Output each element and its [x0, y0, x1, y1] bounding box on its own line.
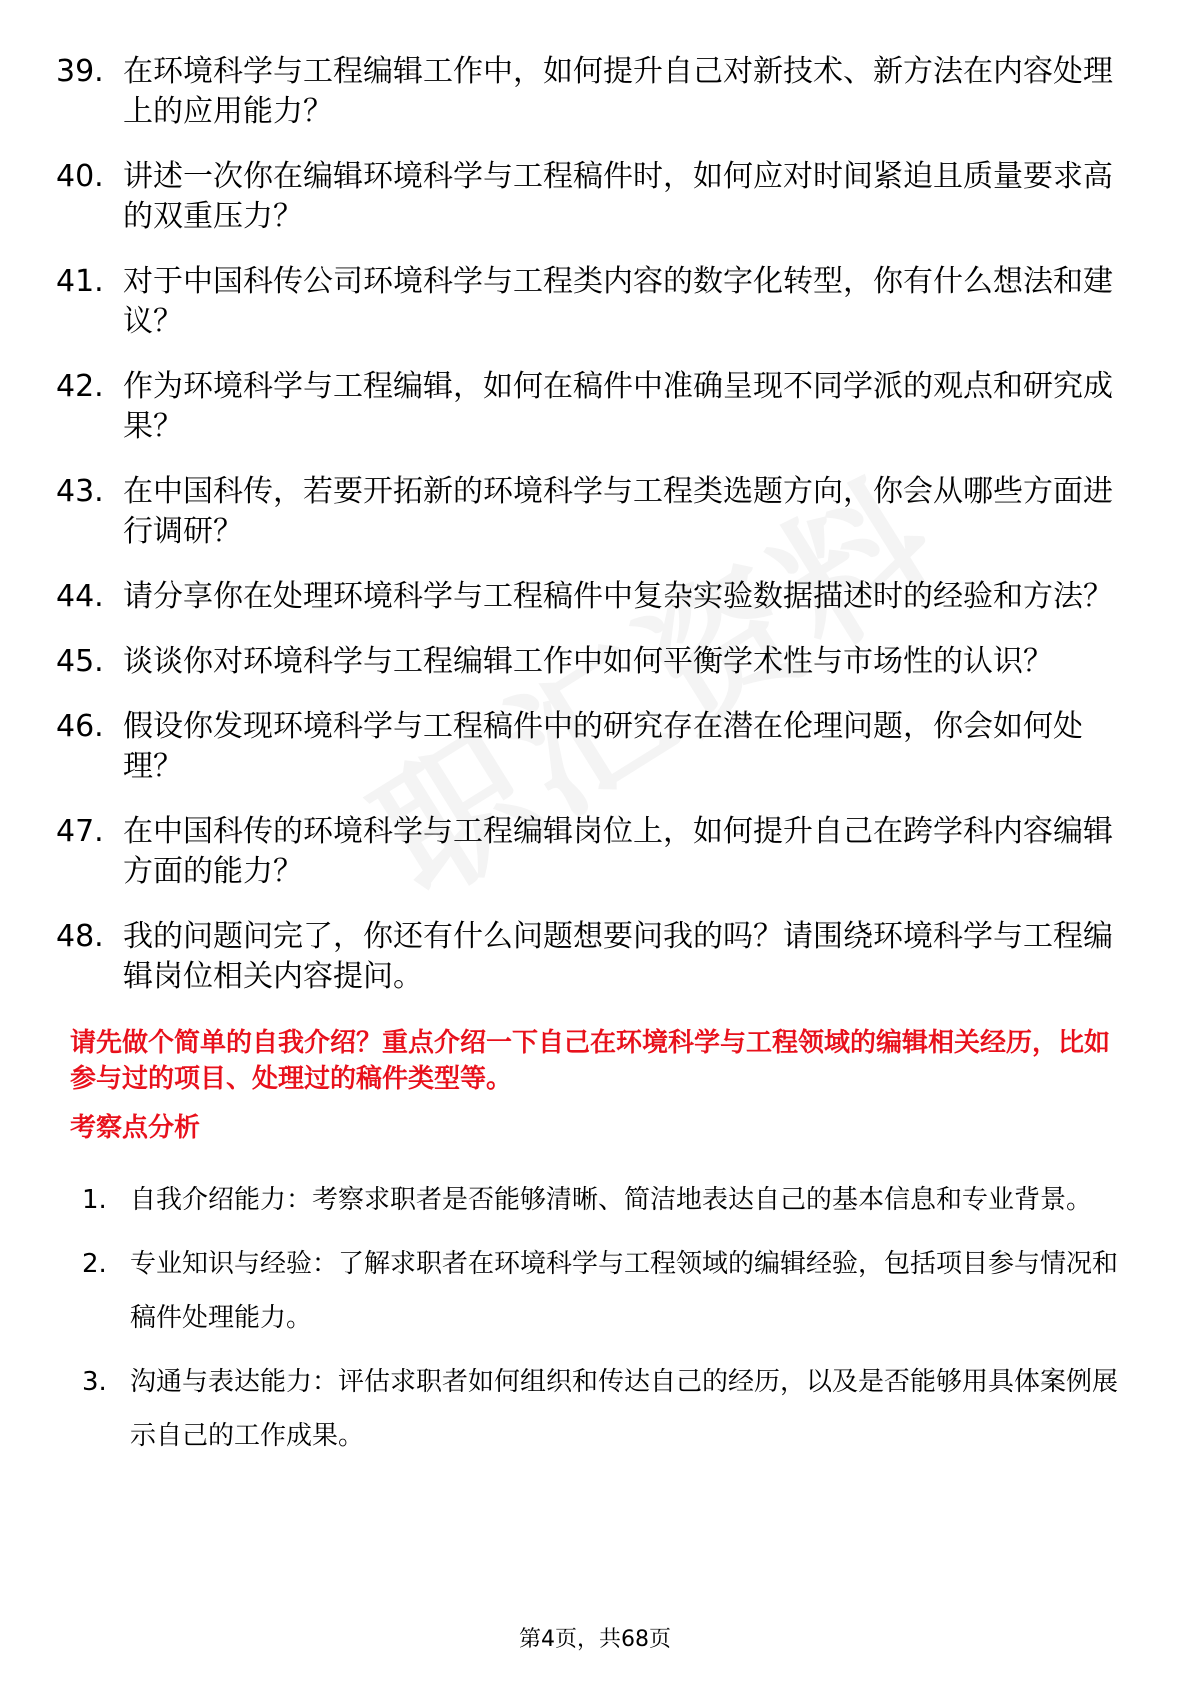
question-number: 47. [56, 814, 104, 849]
analysis-item [70, 1173, 1130, 1227]
highlighted-question: 请先做个简单的自我介绍？重点介绍一下自己在环境科学与工程领域的编辑相关经历，比如参与过的项目、处理过的稿件类型等。 [70, 1028, 1111, 1094]
question-text: 谈谈你对环境科学与工程编辑工作中如何平衡学术性与市场性的认识？ [123, 644, 1053, 679]
question-item [56, 812, 1136, 892]
question-text: 请分享你在处理环境科学与工程稿件中复杂实验数据描述时的经验和方法？ [123, 579, 1113, 614]
question-item [56, 367, 1136, 447]
analysis-list [70, 1173, 1130, 1473]
question-number: 43. [56, 474, 104, 509]
question-number: 48. [56, 919, 104, 954]
question-text: 在中国科传，若要开拓新的环境科学与工程类选题方向，你会从哪些方面进行调研？ [123, 474, 1113, 549]
question-number: 45. [56, 644, 104, 679]
question-text: 作为环境科学与工程编辑，如何在稿件中准确呈现不同学派的观点和研究成果？ [123, 369, 1113, 444]
page-footer: 第4页，共68页 [519, 1627, 671, 1652]
question-text: 我的问题问完了，你还有什么问题想要问我的吗？请围绕环境科学与工程编辑岗位相关内容提问。 [123, 919, 1113, 994]
analysis-text: 专业知识与经验：了解求职者在环境科学与工程领域的编辑经验，包括项目参与情况和稿件处理能力。 [130, 1249, 1119, 1333]
question-number: 41. [56, 264, 104, 299]
analysis-item [70, 1355, 1130, 1463]
question-number: 46. [56, 709, 104, 744]
question-item [56, 157, 1136, 237]
question-number: 40. [56, 159, 104, 194]
question-item [56, 262, 1136, 342]
analysis-number: 3. [82, 1367, 107, 1397]
question-number: 44. [56, 579, 104, 614]
question-text: 假设你发现环境科学与工程稿件中的研究存在潜在伦理问题，你会如何处理？ [123, 709, 1083, 784]
question-number: 39. [56, 54, 104, 89]
analysis-text: 自我介绍能力：考察求职者是否能够清晰、简洁地表达自己的基本信息和专业背景。 [130, 1185, 1093, 1215]
analysis-number: 1. [82, 1185, 107, 1215]
question-item [56, 577, 1136, 617]
question-item [56, 472, 1136, 552]
question-text: 讲述一次你在编辑环境科学与工程稿件时，如何应对时间紧迫且质量要求高的双重压力？ [123, 159, 1113, 234]
question-text: 对于中国科传公司环境科学与工程类内容的数字化转型，你有什么想法和建议？ [123, 264, 1113, 339]
question-item [56, 642, 1136, 682]
question-text: 在中国科传的环境科学与工程编辑岗位上，如何提升自己在跨学科内容编辑方面的能力？ [123, 814, 1113, 889]
question-item [56, 917, 1136, 997]
analysis-number: 2. [82, 1249, 107, 1279]
question-item [56, 52, 1136, 132]
analysis-item [70, 1237, 1130, 1345]
question-item [56, 707, 1136, 787]
analysis-title: 考察点分析 [70, 1113, 201, 1143]
question-text: 在环境科学与工程编辑工作中，如何提升自己对新技术、新方法在内容处理上的应用能力？ [123, 54, 1113, 129]
question-number: 42. [56, 369, 104, 404]
question-list [56, 52, 1136, 1022]
analysis-text: 沟通与表达能力：评估求职者如何组织和传达自己的经历，以及是否能够用具体案例展示自己的工作成果。 [130, 1367, 1119, 1451]
